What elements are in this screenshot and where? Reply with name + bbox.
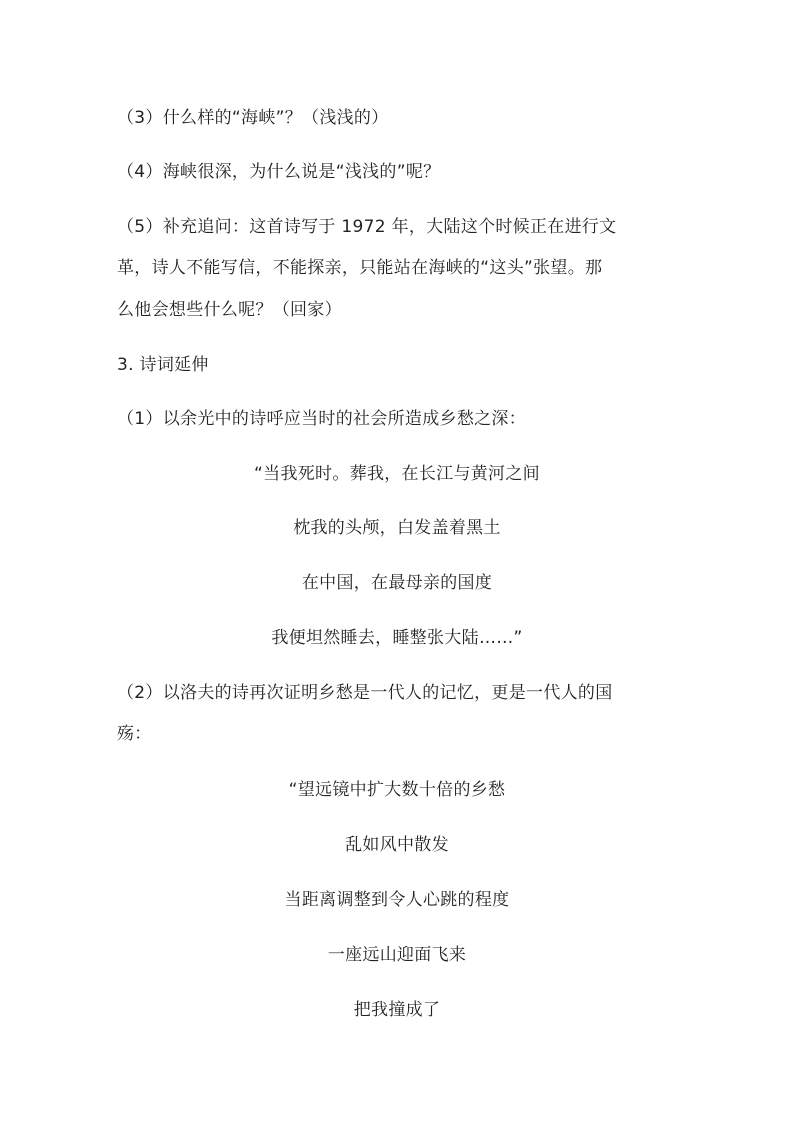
poem1-line-4: 我便坦然睡去，睡整张大陆……” xyxy=(271,628,523,648)
poem2-line-3: 当距离调整到令人心跳的程度 xyxy=(284,890,510,910)
question-4: （4）海峡很深，为什么说是“浅浅的”呢？ xyxy=(117,162,441,182)
poem2-line-1: “望远镜中扩大数十倍的乡愁 xyxy=(288,780,506,800)
question-5-line-1: （5）补充追问：这首诗写于 1972 年，大陆这个时候正在进行文 xyxy=(117,217,617,237)
question-5-line-3: 么他会想些什么呢？（回家） xyxy=(117,300,342,320)
poem2-line-4: 一座远山迎面飞来 xyxy=(327,945,467,965)
poem2-line-5: 把我撞成了 xyxy=(353,1000,441,1020)
poem1-line-1: “当我死时。葬我，在长江与黄河之间 xyxy=(254,464,540,484)
poem2-line-2: 乱如风中散发 xyxy=(345,835,449,855)
poem1-line-2: 枕我的头颅，白发盖着黑土 xyxy=(293,518,501,538)
question-5-line-2: 革，诗人不能写信，不能探亲，只能站在海峡的“这头”张望。那 xyxy=(117,258,603,278)
poem1-line-3: 在中国，在最母亲的国度 xyxy=(301,573,493,593)
extension-2-intro-line-2: 殇： xyxy=(117,724,152,744)
extension-2-intro-line-1: （2）以洛夫的诗再次证明乡愁是一代人的记忆，更是一代人的国 xyxy=(117,683,613,703)
extension-1-intro: （1）以余光中的诗呼应当时的社会所造成乡愁之深： xyxy=(117,409,527,429)
section-heading: 3. 诗词延伸 xyxy=(117,355,209,375)
question-3: （3）什么样的“海峡”？（浅浅的） xyxy=(117,108,389,128)
